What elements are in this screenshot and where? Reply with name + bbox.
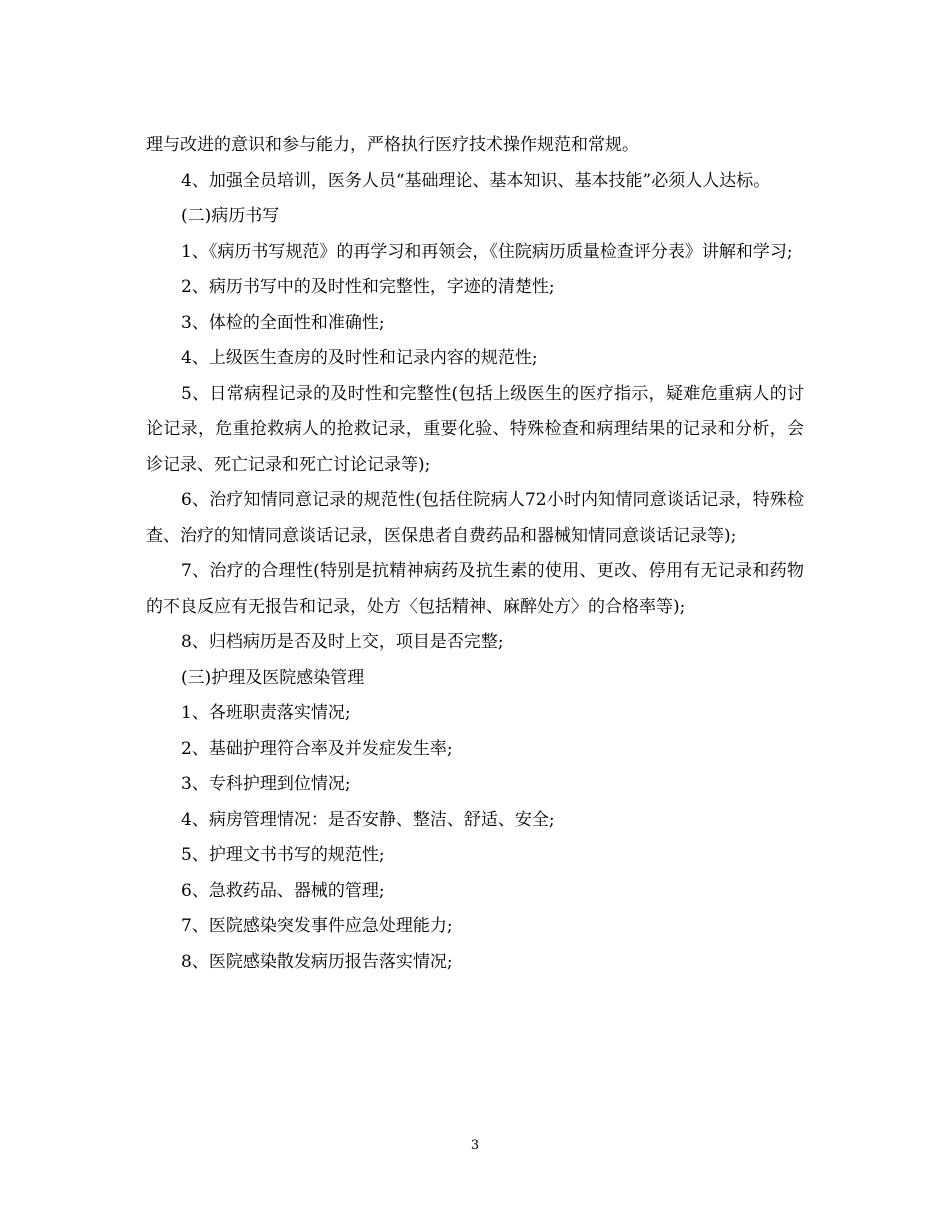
paragraph: 5、护理文书书写的规范性; bbox=[181, 845, 385, 865]
document-body bbox=[146, 128, 804, 980]
paragraph: 8、医院感染散发病历报告落实情况; bbox=[181, 951, 453, 972]
paragraph: 4、病房管理情况：是否安静、整洁、舒适、安全; bbox=[181, 809, 555, 830]
paragraph: 3、体检的全面性和准确性; bbox=[181, 312, 385, 333]
paragraph: 4、加强全员培训，医务人员“基础理论、基本知识、基本技能”必须人人达标。 bbox=[181, 170, 771, 191]
paragraph: 6、治疗知情同意记录的规范性(包括住院病人72小时内知情同意谈话记录，特殊检查、治疗的知情同意谈话记录，医保患者自费药品和器械知情同意谈话记录等); bbox=[146, 490, 804, 546]
paragraph: 1、各班职责落实情况; bbox=[181, 703, 351, 723]
paragraph: 2、病历书写中的及时性和完整性，字迹的清楚性; bbox=[181, 277, 555, 297]
paragraph: 8、归档病历是否及时上交，项目是否完整; bbox=[181, 632, 504, 652]
section-heading: (二)病历书写 bbox=[181, 206, 280, 226]
paragraph: 1、《病历书写规范》的再学习和再领会，《住院病历质量检查评分表》讲解和学习; bbox=[181, 241, 793, 262]
paragraph: 6、急救药品、器械的管理; bbox=[181, 880, 385, 901]
paragraph: 7、治疗的合理性(特别是抗精神病药及抗生素的使用、更改、停用有无记录和药物的不良反应有无报告和记录，处方〈包括精神、麻醉处方〉的合格率等); bbox=[146, 561, 804, 617]
paragraph: 理与改进的意识和参与能力，严格执行医疗技术操作规范和常规。 bbox=[146, 135, 639, 155]
paragraph: 4、上级医生查房的及时性和记录内容的规范性; bbox=[181, 348, 538, 368]
section-heading: (三)护理及医院感染管理 bbox=[181, 667, 365, 688]
page-number: 3 bbox=[470, 1138, 480, 1153]
paragraph: 3、专科护理到位情况; bbox=[181, 774, 351, 794]
paragraph: 7、医院感染突发事件应急处理能力; bbox=[181, 916, 453, 936]
paragraph: 2、基础护理符合率及并发症发生率; bbox=[181, 738, 453, 759]
paragraph: 5、日常病程记录的及时性和完整性(包括上级医生的医疗指示，疑难危重病人的讨论记录，危重抢救病人的抢救记录，重要化验、特殊检查和病理结果的记录和分析，会诊记录、死亡记录和死亡讨论记录等); bbox=[146, 383, 804, 475]
